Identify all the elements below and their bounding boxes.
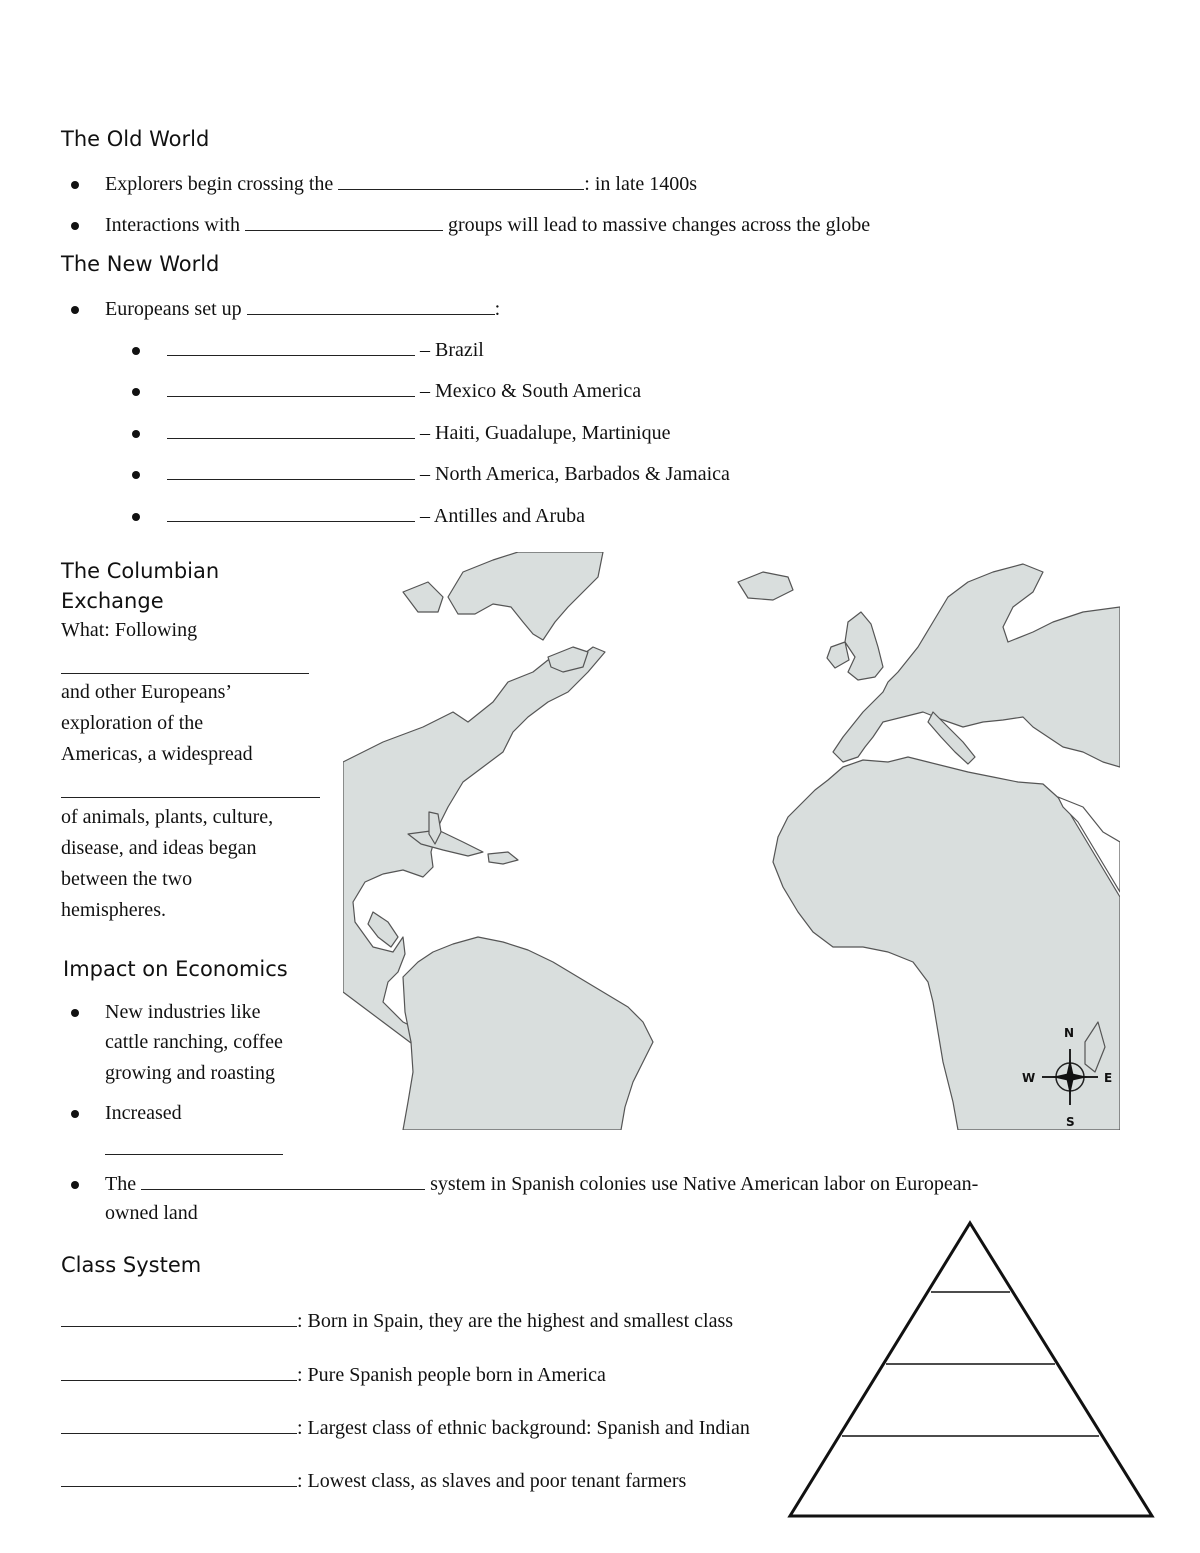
- map-svg: [343, 552, 1120, 1130]
- blank[interactable]: [105, 1154, 283, 1155]
- columbian-text: exploration of the: [61, 712, 204, 734]
- compass-n: N: [1064, 1026, 1075, 1040]
- class-label: : Lowest class, as slaves and poor tenant farmers: [297, 1470, 687, 1492]
- sub-bullet: [132, 513, 140, 521]
- south-america: [403, 937, 653, 1130]
- text: Interactions with: [105, 214, 240, 236]
- economics-text: cattle ranching, coffee: [105, 1031, 283, 1053]
- bullet: [71, 1181, 79, 1189]
- greenland: [448, 552, 603, 640]
- colony-row: [167, 459, 730, 490]
- blank[interactable]: [245, 210, 443, 231]
- class-label: : Largest class of ethnic background: Spanish and Indian: [297, 1417, 750, 1439]
- colony-label: – North America, Barbados & Jamaica: [420, 463, 730, 485]
- blank[interactable]: [61, 673, 309, 674]
- colony-label: – Brazil: [420, 339, 484, 361]
- columbian-text: between the two: [61, 868, 193, 890]
- economics-text: growing and roasting: [105, 1062, 275, 1084]
- blank[interactable]: [167, 335, 415, 356]
- hispaniola: [488, 852, 518, 864]
- new-world-bullet-1: [105, 294, 500, 325]
- sub-bullet: [132, 347, 140, 355]
- text: The: [105, 1173, 137, 1195]
- bullet: [71, 181, 79, 189]
- economics-text: owned land: [105, 1202, 198, 1224]
- class-row: [61, 1306, 733, 1337]
- economics-heading: Impact on Economics: [63, 957, 288, 981]
- ireland: [827, 642, 849, 668]
- heading-line: Exchange: [61, 589, 164, 613]
- atlantic-map: [343, 552, 1120, 1130]
- blank[interactable]: [167, 501, 415, 522]
- text: Explorers begin crossing the: [105, 173, 334, 195]
- blank[interactable]: [61, 1306, 297, 1327]
- columbian-text: and other Europeans’: [61, 681, 233, 703]
- blank[interactable]: [61, 1466, 297, 1487]
- colony-row: [167, 501, 585, 532]
- compass-w: W: [1022, 1071, 1036, 1085]
- text: groups will lead to massive changes across the globe: [447, 214, 871, 236]
- old-world-heading: The Old World: [61, 127, 210, 151]
- canada-north: [403, 582, 443, 612]
- blank[interactable]: [247, 294, 495, 315]
- columbian-text: hemispheres.: [61, 899, 166, 921]
- great-britain: [845, 612, 883, 680]
- colony-row: [167, 418, 671, 449]
- sub-bullet: [132, 471, 140, 479]
- old-world-bullet-2: [105, 210, 870, 241]
- colony-row: [167, 335, 484, 366]
- colony-label: – Antilles and Aruba: [420, 505, 585, 527]
- blank[interactable]: [167, 459, 415, 480]
- class-system-heading: Class System: [61, 1253, 202, 1277]
- blank[interactable]: [61, 1360, 297, 1381]
- columbian-heading: [61, 556, 219, 616]
- new-world-heading: The New World: [61, 252, 220, 276]
- text: : in late 1400s: [584, 173, 698, 195]
- economics-text: Increased: [105, 1102, 182, 1124]
- bullet: [71, 1110, 79, 1118]
- sub-bullet: [132, 388, 140, 396]
- colony-row: [167, 376, 641, 407]
- columbian-text: What: Following: [61, 619, 198, 641]
- class-row: [61, 1360, 606, 1391]
- blank[interactable]: [61, 797, 320, 798]
- blank[interactable]: [338, 169, 584, 190]
- class-label: : Pure Spanish people born in America: [297, 1364, 606, 1386]
- sub-bullet: [132, 430, 140, 438]
- blank[interactable]: [61, 1413, 297, 1434]
- class-row: [61, 1466, 686, 1497]
- central-america: [368, 912, 398, 947]
- columbian-text: Americas, a widespread: [61, 743, 253, 765]
- colony-label: – Haiti, Guadalupe, Martinique: [420, 422, 671, 444]
- blank[interactable]: [141, 1169, 425, 1190]
- columbian-text: of animals, plants, culture,: [61, 806, 274, 828]
- iceland: [738, 572, 793, 600]
- economics-text: New industries like: [105, 1001, 261, 1023]
- old-world-bullet-1: [105, 169, 697, 200]
- class-pyramid: [785, 1218, 1160, 1520]
- bullet: [71, 222, 79, 230]
- text: system in Spanish colonies use Native American labor on European-: [430, 1173, 979, 1195]
- economics-bullet-3: [105, 1169, 978, 1200]
- heading-line: The Columbian: [61, 559, 220, 583]
- class-row: [61, 1413, 750, 1444]
- bullet: [71, 1009, 79, 1017]
- text: Europeans set up: [105, 298, 242, 320]
- text: :: [494, 298, 501, 320]
- blank[interactable]: [167, 376, 415, 397]
- compass-s: S: [1066, 1115, 1075, 1129]
- bullet: [71, 306, 79, 314]
- columbian-text: disease, and ideas began: [61, 837, 257, 859]
- colony-label: – Mexico & South America: [420, 380, 642, 402]
- compass-e: E: [1104, 1071, 1113, 1085]
- blank[interactable]: [167, 418, 415, 439]
- class-label: : Born in Spain, they are the highest and smallest class: [297, 1310, 734, 1332]
